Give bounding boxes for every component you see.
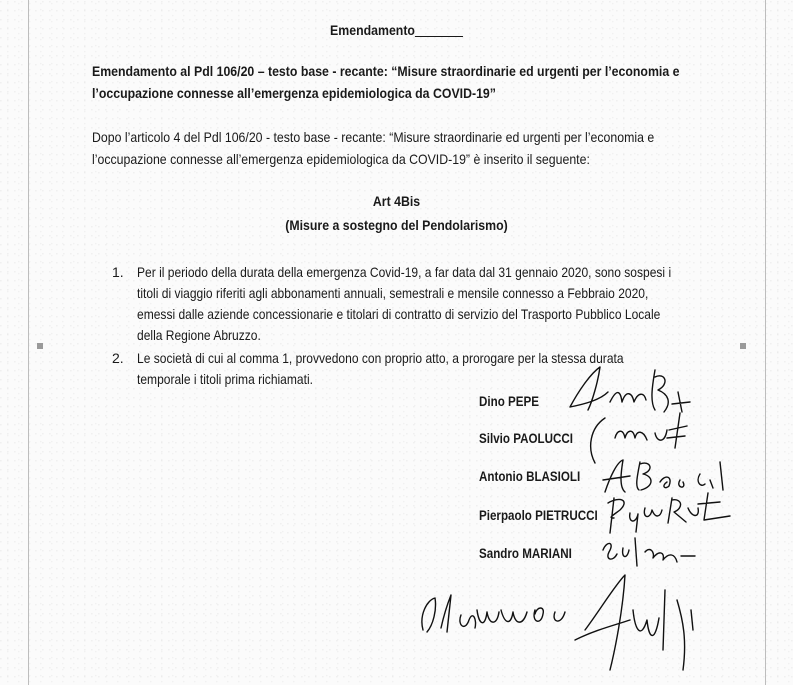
item-line: temporale i titoli prima richiamati. [137,371,313,387]
title-text: Emendamento [330,22,415,38]
title-blank: _______ [414,22,463,38]
item-number: 1. [112,264,124,280]
subject-line-1: Emendamento al Pdl 106/20 – testo base - recante: “Misure straordinarie ed urgenti per l’economia e [92,63,680,79]
document-title [48,22,746,38]
item-line: emessi dalle aziende concessionarie e titolari di contratto di servizio del Trasporto Pubblico Locale [137,306,661,322]
signer-name: Silvio PAOLUCCI [479,431,573,446]
signer-name: Pierpaolo PIETRUCCI [479,508,598,523]
item-line: della Regione Abruzzo. [137,327,261,343]
article-number: Art 4Bis [372,193,421,209]
intro-line-1: Dopo l’articolo 4 del Pdl 106/20 - testo base - recante: “Misure straordinarie ed urgenti per l’economia e [92,129,655,145]
intro-paragraph [92,126,692,170]
signer-name: Sandro MARIANI [479,546,572,561]
subject-line-2: l’occupazione connesse all’emergenza epidemiologica da COVID-19” [92,85,496,101]
signer-name: Dino PEPE [479,394,539,409]
signature-bottom [415,570,705,680]
item-line: Per il periodo della durata della emergenza Covid-19, a far data dal 31 gennaio 2020, sono sospesi i [137,264,672,280]
article-title: (Misure a sostegno del Pendolarismo) [285,217,508,233]
item-line: titoli di viaggio riferiti agli abbonamenti annuali, semestrali e mensile connesso a Febbraio 2020, [137,285,649,301]
signer-name: Antonio BLASIOLI [479,469,581,484]
item-line: Le società di cui al comma 1, provvedono con proprio atto, a prorogare per la stessa durata [137,350,624,366]
item-number: 2. [112,350,124,366]
subject-paragraph [92,60,692,104]
intro-line-2: l’occupazione connesse all’emergenza epidemiologica da COVID-19” è inserito il seguente: [92,151,590,167]
signature-mariani [595,530,705,570]
left-resize-handle[interactable] [37,343,43,349]
